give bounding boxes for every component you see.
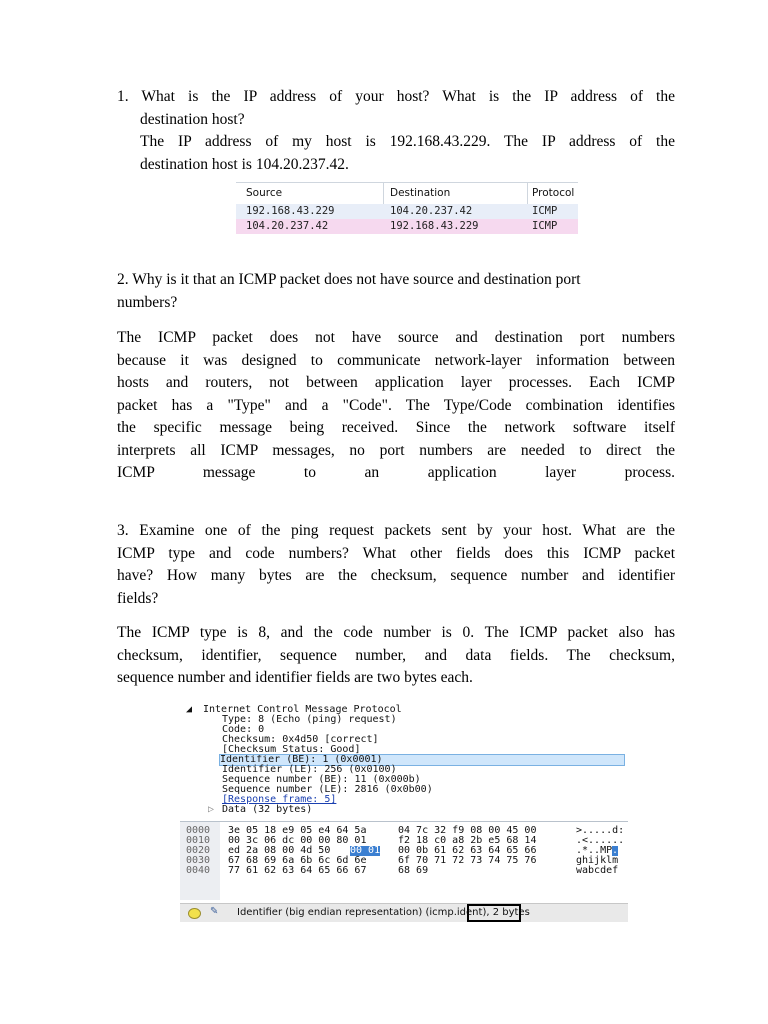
hex-offset: 0010 [186,835,211,846]
q2-answer-line: because it was designed to communicate network-layer information between [117,351,675,369]
hex-bytes[interactable]: 00 3c 06 dc 00 00 80 01 [228,835,367,846]
table-row [236,219,578,234]
cell-source: 104.20.237.42 [246,220,329,232]
tree-root-icmp[interactable]: Internet Control Message Protocol [203,704,402,715]
header-protocol: Protocol [532,187,575,199]
hex-offset: 0030 [186,855,211,866]
cell-destination: 192.168.43.229 [390,220,479,232]
q1-block [117,86,675,176]
hex-ascii[interactable]: >.....d: [576,825,625,836]
hex-ascii[interactable]: .*..MP [576,845,613,856]
header-source: Source [246,187,283,199]
edit-icon[interactable]: ✎ [210,906,219,917]
hex-ascii[interactable]: wabcdef [576,865,619,876]
q3-answer-line: checksum, identifier, sequence number, and data fields. The checksum, [117,646,675,664]
hex-bytes[interactable]: 68 69 [398,865,429,876]
cell-protocol: ICMP [532,220,558,232]
hex-ascii[interactable]: ghijklm [576,855,619,866]
tree-field-identifier-be[interactable]: Identifier (BE): 1 (0x0001) [220,755,624,765]
hex-bytes[interactable]: 67 68 69 6a 6b 6c 6d 6e [228,855,367,866]
tree-field-type[interactable]: Type: 8 (Echo (ping) request) [222,714,397,725]
q3-question-line: fields? [117,589,159,607]
q1-question-line2: destination host? [140,110,245,128]
tree-field-checksum-status[interactable]: [Checksum Status: Good] [222,744,361,755]
cell-destination: 104.20.237.42 [390,205,473,217]
hex-bytes[interactable]: 04 7c 32 f9 08 00 45 00 [398,825,537,836]
packet-list-table [236,182,578,234]
q3-question-line: 3. Examine one of the ping request packets sent by your host. What are the [117,522,675,539]
cell-source: 192.168.43.229 [246,205,335,217]
hex-selected-bytes[interactable]: 00 01 [350,845,381,856]
collapse-arrow-icon[interactable]: ◢ [186,704,193,715]
status-field-description: Identifier (big endian representation) (icmp.ident), 2 bytes [237,907,530,918]
q1-answer-line1: The IP address of my host is 192.168.43.229. The IP address of the [140,133,675,150]
tree-field-identifier-le[interactable]: Identifier (LE): 256 (0x0100) [222,764,397,775]
hex-bytes[interactable]: 3e 05 18 e9 05 e4 64 5a [228,825,367,836]
q2-answer-line: The ICMP packet does not have source and destination port numbers [117,329,675,346]
table-row [236,204,578,219]
q3-answer-line: sequence number and identifier fields are two bytes each. [117,669,473,686]
q2-question-line2: numbers? [117,293,178,311]
tree-field-checksum[interactable]: Checksum: 0x4d50 [correct] [222,734,379,745]
q3-question [117,520,675,610]
hex-bytes[interactable]: ed 2a 08 00 4d 50 [228,845,331,856]
status-bar [180,903,628,922]
hex-bytes[interactable]: 00 0b 61 62 63 64 65 66 [398,845,537,856]
hex-bytes[interactable]: f2 18 c0 a8 2b e5 68 14 [398,835,537,846]
wireshark-screenshot [180,703,628,923]
hex-offset: 0020 [186,845,211,856]
q3-answer [117,622,675,690]
q2-answer-line: the specific message being received. Since the network software itself [117,419,675,436]
q1-answer-line2: destination host is 104.20.237.42. [140,155,349,173]
cell-protocol: ICMP [532,205,558,217]
q3-answer-line: The ICMP type is 8, and the code number is 0. The ICMP packet also has [117,624,675,641]
hex-offset: 0000 [186,825,211,836]
capture-status-icon[interactable] [188,908,201,919]
hex-bytes[interactable]: 77 61 62 63 64 65 66 67 [228,865,367,876]
tree-field-seq-be[interactable]: Sequence number (BE): 11 (0x000b) [222,774,421,785]
tree-field-code[interactable]: Code: 0 [222,724,265,735]
hex-ascii-selected[interactable]: . [612,845,619,856]
q3-question-line: have? How many bytes are the checksum, sequence number and identifier [117,567,675,584]
q2-answer-line: interprets all ICMP messages, no port numbers are needed to direct the [117,441,675,459]
packet-table-header [236,182,578,206]
expand-arrow-icon[interactable]: ▷ [208,804,215,815]
q2-answer-line: ICMP message to an application layer process. [117,464,675,481]
q2-answer [117,327,675,485]
q2-answer-line: packet has a "Type" and a "Code". The Type/Code combination identifies [117,396,675,414]
header-destination: Destination [390,187,451,199]
q3-question-line: ICMP type and code numbers? What other fields does this ICMP packet [117,544,675,562]
q2-question [117,269,675,314]
hex-bytes[interactable]: 6f 70 71 72 73 74 75 76 [398,855,537,866]
hex-ascii[interactable]: .<...... [576,835,625,846]
highlight-box [467,904,521,922]
hex-offset: 0040 [186,865,211,876]
q1-question-line1: 1. What is the IP address of your host? What is the IP address of the [117,88,675,105]
q2-question-line1: 2. Why is it that an ICMP packet does not have source and destination port [117,271,581,288]
tree-field-data[interactable]: Data (32 bytes) [222,804,313,815]
packet-details-tree [180,703,628,819]
tree-field-seq-le[interactable]: Sequence number (LE): 2816 (0x0b00) [222,784,433,795]
hex-dump-pane [180,821,628,900]
response-frame-link[interactable]: [Response frame: 5] [222,794,337,805]
q2-answer-line: hosts and routers, not between application layer processes. Each ICMP [117,374,675,391]
